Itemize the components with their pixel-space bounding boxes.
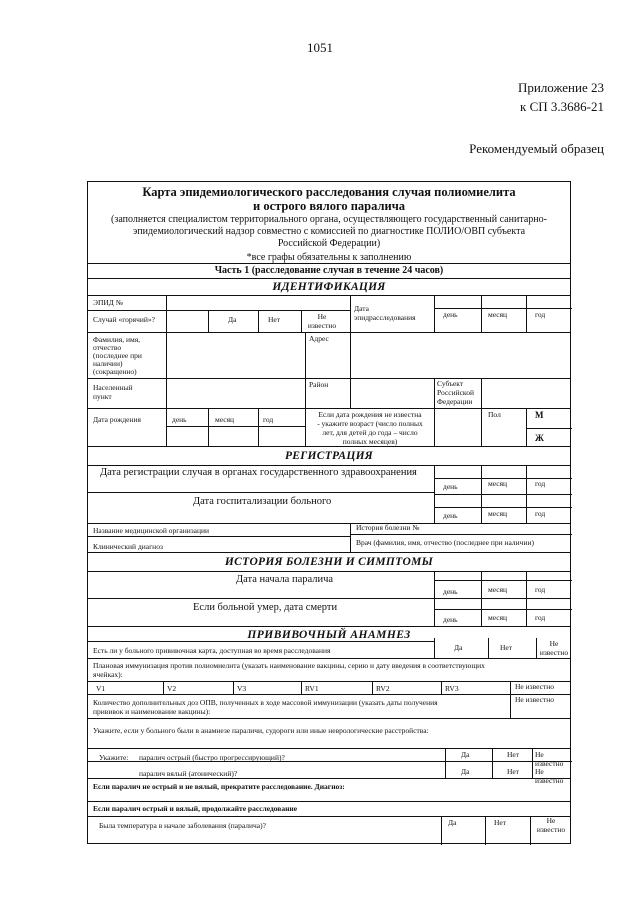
epid-year-label: год bbox=[535, 310, 546, 319]
temperature-no: Нет bbox=[494, 818, 507, 827]
divider bbox=[350, 295, 351, 332]
opv-label-l2: прививок и наименование вакцины): bbox=[93, 707, 211, 716]
continue-investigation-note: Если паралич острый и вялый, продолжайте расследование bbox=[93, 804, 298, 813]
divider bbox=[166, 378, 167, 408]
divider bbox=[208, 310, 209, 332]
divider bbox=[434, 507, 572, 508]
divider bbox=[434, 494, 572, 495]
divider bbox=[526, 571, 527, 626]
form-subtitle-line1: (заполняется специалистом территориального органа, осуществляющего государственный санитарно- bbox=[111, 214, 547, 225]
epid-month-label: месяц bbox=[488, 310, 508, 319]
epid-date-label-l1: Дата bbox=[354, 304, 369, 313]
clinical-diagnosis-label: Клинический диагноз bbox=[93, 542, 163, 551]
divider bbox=[88, 278, 570, 279]
stop-investigation-note: Если паралич не острый и не вялый, прекратите расследование. Диагноз: bbox=[93, 782, 345, 791]
page-number: 1051 bbox=[307, 40, 333, 55]
divider bbox=[434, 295, 435, 332]
divider bbox=[526, 408, 527, 446]
divider bbox=[88, 748, 570, 749]
settlement-label-l2: пункт bbox=[93, 392, 112, 401]
section-vaccination: ПРИВИВОЧНЫЙ АНАМНЕЗ bbox=[247, 629, 411, 641]
sex-male: М bbox=[535, 410, 544, 420]
divider bbox=[510, 681, 511, 694]
hosp-month-label: месяц bbox=[488, 509, 508, 518]
opv-label-l1: Количество дополнительных доз ОПВ, полученных в ходе массовой иммунизации (указать даты получения bbox=[93, 698, 438, 707]
divider bbox=[434, 571, 435, 626]
planned-imm-label-l2: ячейках): bbox=[93, 670, 123, 679]
flaccid-no: Нет bbox=[507, 767, 520, 776]
case-history-label: История болезни № bbox=[356, 523, 420, 532]
subject-label-l1: Субъект bbox=[437, 379, 464, 388]
section-registration: РЕГИСТРАЦИЯ bbox=[284, 450, 374, 462]
birth-unknown-l4: полных месяцев) bbox=[342, 437, 398, 446]
divider bbox=[530, 816, 531, 845]
form-subtitle-line2: эпидемиологический надзор совместно с комиссией по диагностике ПОЛИО/ОВП субъекта bbox=[132, 226, 526, 237]
divider bbox=[526, 465, 527, 523]
flaccid-yes: Да bbox=[461, 767, 470, 776]
divider bbox=[88, 626, 570, 627]
med-org-label: Название медицинской организации bbox=[93, 526, 210, 535]
dose-v3: V3 bbox=[237, 684, 247, 693]
sex-female: Ж bbox=[535, 433, 544, 443]
opv-unknown: Не известно bbox=[515, 695, 554, 704]
divider bbox=[88, 801, 570, 802]
fio-label-l5: (сокращенно) bbox=[93, 367, 137, 376]
reg-day-label: день bbox=[443, 482, 458, 491]
divider bbox=[166, 408, 167, 446]
reg-year-label: год bbox=[535, 479, 546, 488]
subject-label-l3: Федерации bbox=[437, 397, 473, 406]
hot-case-unknown-l2: известно bbox=[307, 321, 337, 330]
hospitalization-date-label: Дата госпитализации больного bbox=[193, 496, 332, 507]
acute-no: Нет bbox=[507, 750, 520, 759]
divider bbox=[350, 378, 351, 408]
death-month-label: месяц bbox=[488, 613, 508, 622]
divider bbox=[305, 408, 306, 446]
divider bbox=[88, 718, 570, 719]
district-label: Район bbox=[309, 380, 329, 389]
required-note: *все графы обязательны к заполнению bbox=[246, 252, 412, 263]
divider bbox=[258, 310, 259, 332]
birth-unknown-l1: Если дата рождения не известна bbox=[318, 410, 422, 419]
divider bbox=[233, 681, 234, 694]
divider bbox=[88, 694, 570, 695]
birth-unknown-l2: - укажите возраст (число полных bbox=[317, 419, 423, 428]
divider bbox=[88, 408, 570, 409]
divider bbox=[305, 378, 306, 408]
dose-v1: V1 bbox=[96, 684, 106, 693]
divider bbox=[526, 295, 527, 332]
divider bbox=[372, 681, 373, 694]
hot-case-label: Случай «горячий»? bbox=[93, 315, 155, 324]
dose-v2: V2 bbox=[167, 684, 177, 693]
temperature-unknown-l1: Не bbox=[546, 816, 556, 825]
form-title-line1: Карта эпидемиологического расследования случая полиомиелита bbox=[142, 185, 516, 199]
planned-imm-label-l1: Плановая иммунизация против полиомиелита (указать наименование вакцины, серию и дату введения в соответствующих bbox=[93, 661, 485, 670]
divider bbox=[350, 332, 351, 378]
divider bbox=[88, 598, 570, 599]
birth-date-label: Дата рождения bbox=[93, 415, 141, 424]
temperature-unknown-l2: известно bbox=[536, 825, 566, 834]
section-history: ИСТОРИЯ БОЛЕЗНИ И СИМПТОМЫ bbox=[224, 556, 434, 568]
divider bbox=[536, 638, 537, 658]
divider bbox=[166, 295, 167, 332]
acute-paralysis-label: паралич острый (быстро прогрессирующий)? bbox=[139, 753, 285, 762]
acute-unknown: Не известно bbox=[535, 750, 564, 768]
form-subtitle-line3: Российской Федерации) bbox=[277, 238, 381, 249]
divider bbox=[434, 408, 435, 446]
divider bbox=[441, 681, 442, 694]
doctor-label: Врач (фамилия, имя, отчество (последнее при наличии) bbox=[356, 538, 534, 547]
divider bbox=[492, 748, 493, 778]
divider bbox=[301, 310, 302, 332]
divider bbox=[532, 748, 533, 778]
temperature-label: Была температура в начале заболевания (паралича)? bbox=[99, 821, 266, 830]
epidemiological-form bbox=[87, 181, 571, 844]
flaccid-paralysis-label: паралич вялый (атонический)? bbox=[139, 769, 238, 778]
divider bbox=[481, 465, 482, 523]
fio-label-l2: отчество bbox=[93, 343, 122, 352]
divider bbox=[434, 609, 572, 610]
divider bbox=[88, 263, 570, 264]
fio-label-l3: (последнее при bbox=[93, 351, 142, 360]
divider bbox=[88, 465, 570, 466]
divider bbox=[88, 295, 570, 296]
vaccination-card-label: Есть ли у больного прививочная карта, доступная во время расследования bbox=[93, 646, 331, 655]
divider bbox=[441, 816, 442, 845]
dose-rv2: RV2 bbox=[376, 684, 390, 693]
divider bbox=[434, 478, 572, 479]
birth-day-label: день bbox=[172, 415, 187, 424]
vacc-card-yes: Да bbox=[454, 643, 463, 652]
divider bbox=[163, 681, 164, 694]
divider bbox=[88, 332, 570, 333]
divider bbox=[481, 295, 482, 332]
divider bbox=[434, 308, 572, 309]
divider bbox=[88, 641, 434, 642]
divider bbox=[88, 816, 570, 817]
divider bbox=[258, 408, 259, 446]
divider bbox=[88, 492, 434, 493]
hot-case-unknown-l1: Не bbox=[317, 312, 327, 321]
form-title-line2: и острого вялого паралича bbox=[253, 199, 405, 213]
death-year-label: год bbox=[535, 613, 546, 622]
divider bbox=[88, 761, 572, 762]
appendix-label: Приложение 23 bbox=[517, 80, 604, 95]
death-day-label: день bbox=[443, 615, 458, 624]
divider bbox=[481, 571, 482, 626]
recommended-sample-label: Рекомендуемый образец bbox=[469, 141, 604, 156]
divider bbox=[88, 310, 350, 311]
divider bbox=[350, 534, 572, 535]
divider bbox=[481, 378, 482, 408]
dose-rv3: RV3 bbox=[445, 684, 459, 693]
divider bbox=[166, 332, 167, 378]
divider bbox=[88, 552, 570, 553]
hosp-day-label: день bbox=[443, 511, 458, 520]
divider bbox=[481, 408, 482, 446]
reg-month-label: месяц bbox=[488, 479, 508, 488]
registration-date-label: Дата регистрации случая в органах государственного здравоохранения bbox=[100, 467, 417, 478]
hot-case-yes: Да bbox=[228, 315, 237, 324]
divider bbox=[305, 332, 306, 378]
divider bbox=[88, 658, 570, 659]
temperature-yes: Да bbox=[448, 818, 457, 827]
divider bbox=[88, 778, 570, 779]
divider bbox=[208, 408, 209, 446]
paralysis-day-label: день bbox=[443, 587, 458, 596]
sex-label: Пол bbox=[488, 410, 501, 419]
birth-month-label: месяц bbox=[215, 415, 235, 424]
divider bbox=[526, 428, 572, 429]
vacc-card-no: Нет bbox=[500, 643, 513, 652]
divider bbox=[88, 446, 570, 447]
divider bbox=[434, 638, 435, 658]
acute-yes: Да bbox=[461, 750, 470, 759]
settlement-label-l1: Населенный bbox=[93, 383, 133, 392]
paralysis-month-label: месяц bbox=[488, 585, 508, 594]
divider bbox=[88, 681, 570, 682]
divider bbox=[88, 523, 570, 524]
divider bbox=[488, 638, 489, 658]
specify-label: Укажите: bbox=[99, 753, 129, 762]
divider bbox=[88, 536, 350, 537]
birth-unknown-l3: лет, для детей до года – число bbox=[322, 428, 418, 437]
divider bbox=[445, 748, 446, 778]
appendix-reference: к СП 3.3686-21 bbox=[520, 99, 604, 114]
epid-day-label: день bbox=[443, 310, 458, 319]
divider bbox=[350, 523, 351, 552]
divider bbox=[88, 571, 570, 572]
dose-unknown: Не известно bbox=[515, 682, 554, 691]
paralysis-start-label: Дата начала паралича bbox=[236, 574, 334, 585]
hosp-year-label: год bbox=[535, 509, 546, 518]
divider bbox=[434, 378, 435, 408]
hot-case-no: Нет bbox=[268, 315, 281, 324]
divider bbox=[434, 465, 435, 523]
birth-year-label: год bbox=[263, 415, 274, 424]
divider bbox=[301, 681, 302, 694]
divider bbox=[166, 426, 305, 427]
fio-label-l1: Фамилия, имя, bbox=[93, 335, 141, 344]
vacc-card-unknown-l1: Не bbox=[549, 639, 559, 648]
death-date-label: Если больной умер, дата смерти bbox=[193, 602, 338, 613]
address-label: Адрес bbox=[309, 334, 329, 343]
epid-label: ЭПИД № bbox=[93, 298, 123, 307]
fio-label-l4: наличии) bbox=[93, 359, 123, 368]
divider bbox=[88, 378, 570, 379]
divider bbox=[485, 816, 486, 845]
subject-label-l2: Российской bbox=[437, 388, 474, 397]
section-identification: ИДЕНТИФИКАЦИЯ bbox=[272, 281, 386, 293]
dose-rv1: RV1 bbox=[305, 684, 319, 693]
flaccid-unknown: Не известно bbox=[535, 767, 564, 785]
part1-label: Часть 1 (расследование случая в течение 24 часов) bbox=[214, 265, 444, 276]
paralysis-year-label: год bbox=[535, 585, 546, 594]
divider bbox=[510, 694, 511, 718]
divider bbox=[434, 580, 572, 581]
vacc-card-unknown-l2: известно bbox=[539, 648, 569, 657]
anamnesis-label: Укажите, если у больного были в анамнезе параличи, судороги или иные неврологические расстройства: bbox=[93, 726, 429, 735]
epid-date-label-l2: эпидрасследования bbox=[354, 313, 416, 322]
